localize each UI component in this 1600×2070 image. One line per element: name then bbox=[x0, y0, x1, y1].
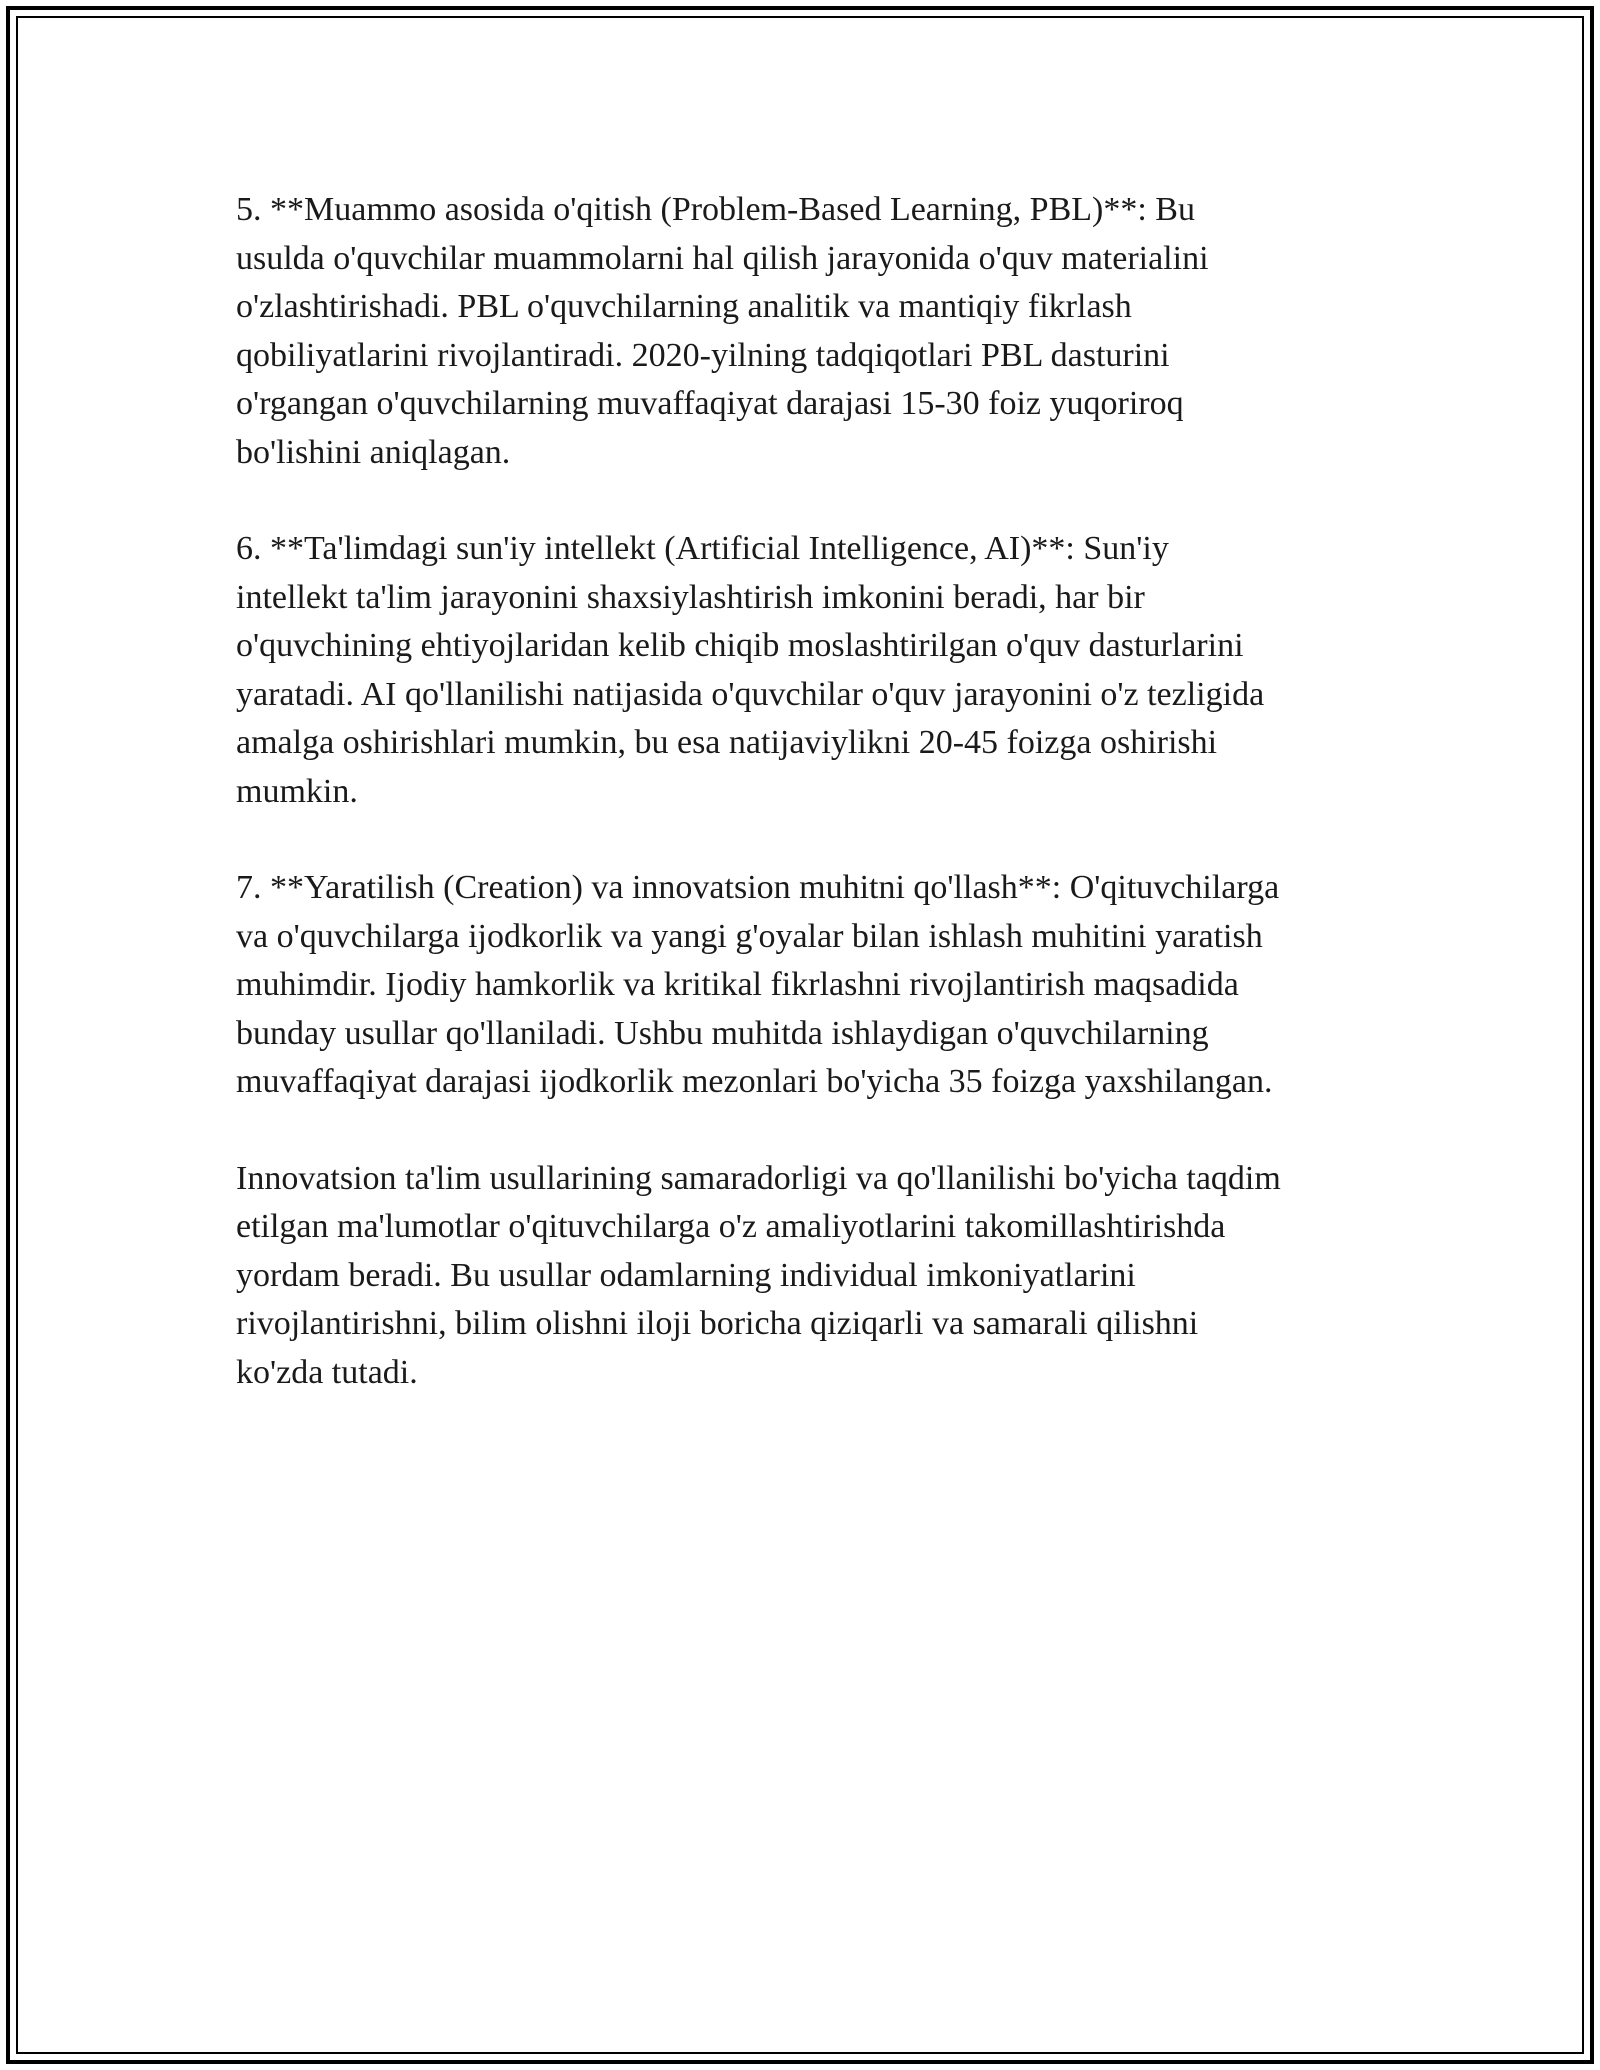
paragraph-conclusion: Innovatsion ta'lim usullarining samaradorligi va qo'llanilishi bo'yicha taqdim etilgan ma'lumotlar o'qituvchilarga o'z amaliyotlarini takomillashtirishda yordam beradi. Bu usullar odamlarning individual imkoniyatlarini rivojlantirishni, bilim olishni iloji boricha qiziqarli va samarali qilishni ko'zda tutadi. bbox=[236, 1159, 1281, 1391]
document-body bbox=[236, 186, 1386, 1445]
paragraph-ai: 6. **Ta'limdagi sun'iy intellekt (Artificial Intelligence, AI)**: Sun'iy intellekt ta'lim jarayonini shaxsiylashtirish imkonini beradi, har bir o'quvchining ehtiyojlaridan kelib chiqib moslashtirilgan o'quv dasturlarini yaratadi. AI qo'llanilishi natijasida o'quvchilar o'quv jarayonini o'z tezligida amalga oshirishlari mumkin, bu esa natijaviylikni 20-45 foizga oshirishi mumkin. bbox=[236, 530, 1265, 810]
paragraph-pbl: 5. **Muammo asosida o'qitish (Problem-Based Learning, PBL)**: Bu usulda o'quvchilar muammolarni hal qilish jarayonida o'quv materialini o'zlashtirishadi. PBL o'quvchilarning analitik va mantiqiy fikrlash qobiliyatlarini rivojlantiradi. 2020-yilning tadqiqotlari PBL dasturini o'rgangan o'quvchilarning muvaffaqiyat darajasi 15-30 foiz yuqoriroq bo'lishini aniqlagan. bbox=[236, 191, 1209, 471]
paragraph-creation: 7. **Yaratilish (Creation) va innovatsion muhitni qo'llash**: O'qituvchilarga va o'quvchilarga ijodkorlik va yangi g'oyalar bilan ishlash muhitini yaratish muhimdir. Ijodiy hamkorlik va kritikal fikrlashni rivojlantirish maqsadida bunday usullar qo'llaniladi. Ushbu muhitda ishlaydigan o'quvchilarning muvaffaqiyat darajasi ijodkorlik mezonlari bo'yicha 35 foizga yaxshilangan. bbox=[236, 869, 1280, 1100]
